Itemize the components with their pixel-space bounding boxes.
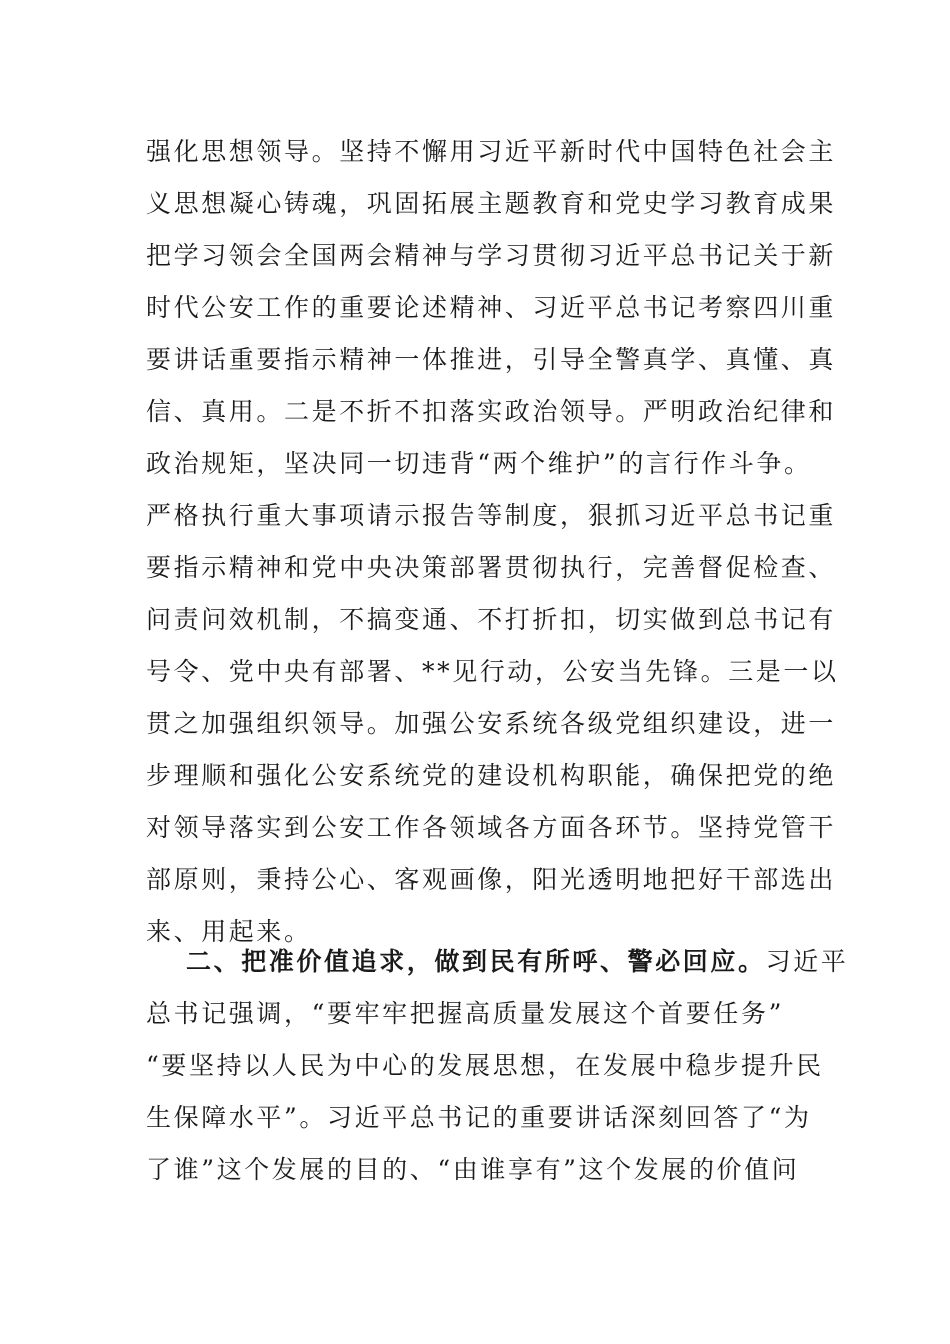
paragraph-1-line: 义思想凝心铸魂，巩固拓展主题教育和党史学习教育成果	[146, 189, 837, 218]
paragraph-2-line: 生保障水平”。习近平总书记的重要讲话深刻回答了“为	[146, 1103, 812, 1132]
paragraph-2-line: 了谁”这个发展的目的、“由谁享有”这个发展的价值问	[146, 1155, 800, 1184]
paragraph-1-line: 号令、党中央有部署、**见行动，公安当先锋。三是一以	[146, 657, 839, 686]
paragraph-1-line: 把学习领会全国两会精神与学习贯彻习近平总书记关于新	[146, 241, 837, 270]
paragraph-2-line-start: 习近平	[765, 947, 849, 976]
paragraph-1-line: 来、用起来。	[146, 917, 312, 946]
paragraph-1-line: 对领导落实到公安工作各领域各方面各环节。坚持党管干	[146, 813, 837, 842]
paragraph-2-line: “要坚持以人民为中心的发展思想，在发展中稳步提升民	[146, 1051, 824, 1080]
paragraph-1-line: 问责问效机制，不搞变通、不打折扣，切实做到总书记有	[146, 605, 837, 634]
paragraph-1-line: 政治规矩，坚决同一切违背“两个维护”的言行作斗争。	[146, 449, 812, 478]
paragraph-1-line: 部原则，秉持公心、客观画像，阳光透明地把好干部选出	[146, 865, 837, 894]
paragraph-2	[146, 936, 849, 1196]
paragraph-1-line: 要指示精神和党中央决策部署贯彻执行，完善督促检查、	[146, 553, 837, 582]
paragraph-1-line: 信、真用。二是不折不扣落实政治领导。严明政治纪律和	[146, 397, 837, 426]
paragraph-2-first-line	[146, 936, 849, 988]
paragraph-1-line: 时代公安工作的重要论述精神、习近平总书记考察四川重	[146, 293, 837, 322]
paragraph-1-line: 要讲话重要指示精神一体推进，引导全警真学、真懂、真	[146, 345, 837, 374]
paragraph-1-line: 强化思想领导。坚持不懈用习近平新时代中国特色社会主	[146, 137, 837, 166]
section-heading: 二、把准价值追求，做到民有所呼、警必回应。	[186, 947, 766, 976]
paragraph-1-line: 步理顺和强化公安系统党的建设机构职能，确保把党的绝	[146, 761, 837, 790]
paragraph-1-line: 严格执行重大事项请示报告等制度，狠抓习近平总书记重	[146, 501, 837, 530]
paragraph-2-line: 总书记强调，“要牢牢把握高质量发展这个首要任务”	[146, 999, 784, 1028]
paragraph-1	[146, 126, 839, 958]
paragraph-1-line: 贯之加强组织领导。加强公安系统各级党组织建设，进一	[146, 709, 837, 738]
